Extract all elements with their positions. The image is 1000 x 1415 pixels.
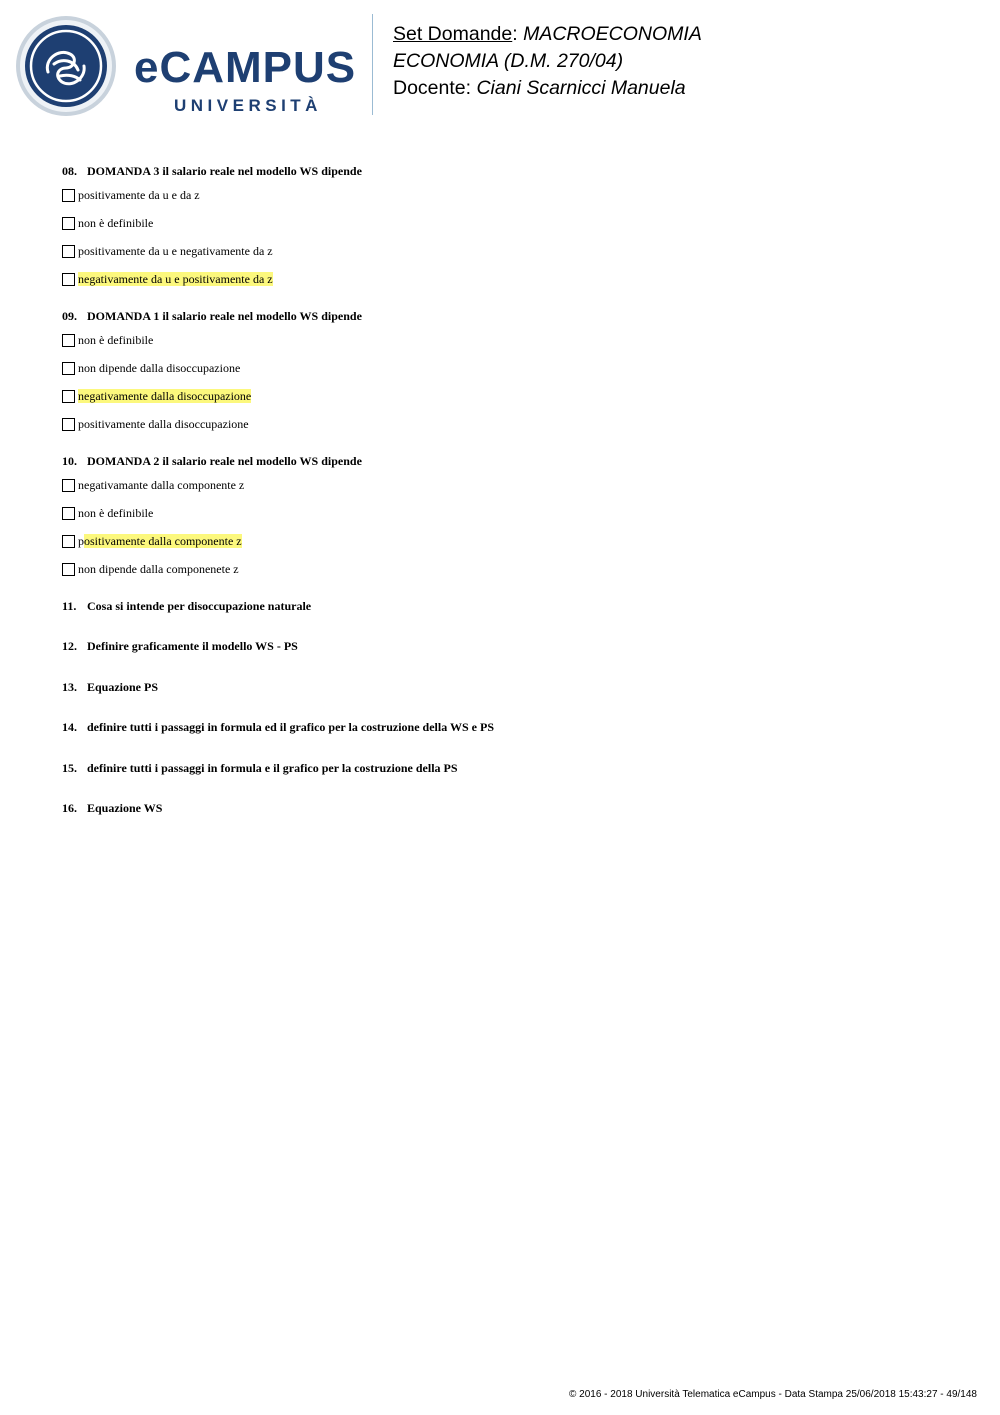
question-10: [62, 451, 962, 583]
question-text: Equazione PS: [87, 679, 159, 694]
option-text: positivamente dalla disoccupazione: [78, 416, 249, 431]
answer-option-correct[interactable]: [62, 382, 962, 410]
question-number: 08.: [62, 164, 77, 178]
answer-option-correct[interactable]: [62, 265, 962, 293]
question-title: [62, 758, 962, 778]
answer-option[interactable]: [62, 410, 962, 438]
checkbox[interactable]: [62, 245, 75, 258]
question-title: [62, 596, 962, 616]
logo-word: eCAMPUS: [134, 43, 357, 92]
question-number: 13.: [62, 679, 77, 694]
set-separator: :: [512, 23, 524, 45]
question-title: [62, 798, 962, 818]
seal-icon: [16, 16, 116, 116]
checkbox[interactable]: [62, 334, 75, 347]
answer-options: [62, 326, 962, 438]
checkbox[interactable]: [62, 189, 75, 202]
question-08: [62, 161, 962, 293]
checkbox[interactable]: [62, 563, 75, 576]
question-title: [62, 451, 962, 471]
answer-option[interactable]: [62, 499, 962, 527]
question-text: DOMANDA 3 il salario reale nel modello WS dipende: [87, 164, 362, 178]
option-text: [78, 389, 251, 404]
answer-options: [62, 471, 962, 583]
highlighted-answer: ositivamente dalla componente z: [84, 533, 242, 548]
question-14: [62, 717, 962, 757]
set-label: Set Domande: [393, 23, 513, 45]
header-divider: [372, 14, 373, 115]
question-number: 12.: [62, 639, 77, 654]
answer-option[interactable]: [62, 354, 962, 382]
option-text: non dipende dalla componenete z: [78, 561, 239, 576]
option-text: positivamente dalla componente z: [78, 533, 242, 548]
question-number: 10.: [62, 454, 77, 468]
answer-option[interactable]: [62, 209, 962, 237]
question-number: 14.: [62, 720, 77, 735]
question-text: definire tutti i passaggi in formula e il grafico per la costruzione della PS: [87, 760, 458, 775]
question-title: [62, 717, 962, 737]
teacher-name: Ciani Scarnicci Manuela: [476, 77, 686, 99]
checkbox[interactable]: [62, 479, 75, 492]
set-title-line: [393, 21, 702, 48]
question-number: 11.: [62, 599, 77, 613]
checkbox[interactable]: [62, 362, 75, 375]
question-title: [62, 306, 962, 326]
question-title: [62, 636, 962, 656]
course-line-2: [393, 48, 702, 75]
checkbox[interactable]: [62, 418, 75, 431]
answer-option[interactable]: [62, 181, 962, 209]
question-15: [62, 758, 962, 798]
question-13: [62, 677, 962, 717]
question-text: DOMANDA 1 il salario reale nel modello WS dipende: [87, 309, 362, 323]
logo-subtitle: UNIVERSITÀ: [174, 96, 322, 115]
option-text: non è definibile: [78, 332, 154, 347]
teacher-line: [393, 75, 702, 102]
question-text: definire tutti i passaggi in formula ed il grafico per la costruzione della WS e PS: [87, 720, 494, 735]
question-number: 15.: [62, 760, 77, 775]
answer-option[interactable]: [62, 555, 962, 583]
answer-options: [62, 181, 962, 293]
option-text: [78, 272, 273, 287]
question-title: [62, 161, 962, 181]
ecampus-logo: [14, 14, 364, 118]
question-11: [62, 596, 962, 636]
answer-option[interactable]: [62, 237, 962, 265]
option-text: positivamente da u e da z: [78, 187, 200, 202]
checkbox[interactable]: [62, 535, 75, 548]
question-09: [62, 306, 962, 438]
teacher-label: Docente:: [393, 77, 477, 99]
question-text: Cosa si intende per disoccupazione naturale: [87, 599, 312, 613]
questions-list: [62, 161, 962, 838]
question-number: 09.: [62, 309, 77, 323]
question-16: [62, 798, 962, 838]
answer-option[interactable]: [62, 471, 962, 499]
course-degree: ECONOMIA (D.M. 270/04): [393, 50, 624, 72]
option-text: non dipende dalla disoccupazione: [78, 360, 241, 375]
question-text: Equazione WS: [87, 800, 163, 815]
page-footer: © 2016 - 2018 Università Telematica eCampus - Data Stampa 25/06/2018 15:43:27 - 49/148: [569, 1389, 977, 1400]
question-12: [62, 636, 962, 676]
option-text: negativamante dalla componente z: [78, 477, 245, 492]
answer-option[interactable]: [62, 326, 962, 354]
question-text: DOMANDA 2 il salario reale nel modello WS dipende: [87, 454, 362, 468]
question-number: 16.: [62, 800, 77, 815]
course-name: MACROECONOMIA: [523, 23, 702, 45]
option-text: positivamente da u e negativamente da z: [78, 243, 273, 258]
option-text: non è definibile: [78, 505, 154, 520]
checkbox[interactable]: [62, 273, 75, 286]
question-title: [62, 677, 962, 697]
question-text: Definire graficamente il modello WS - PS: [87, 639, 298, 654]
checkbox[interactable]: [62, 217, 75, 230]
checkbox[interactable]: [62, 390, 75, 403]
highlighted-answer: negativamente da u e positivamente da z: [78, 271, 273, 286]
option-text: non è definibile: [78, 215, 154, 230]
answer-option-correct[interactable]: [62, 527, 962, 555]
highlighted-answer: negativamente dalla disoccupazione: [78, 388, 252, 403]
checkbox[interactable]: [62, 507, 75, 520]
document-header: [393, 21, 702, 102]
